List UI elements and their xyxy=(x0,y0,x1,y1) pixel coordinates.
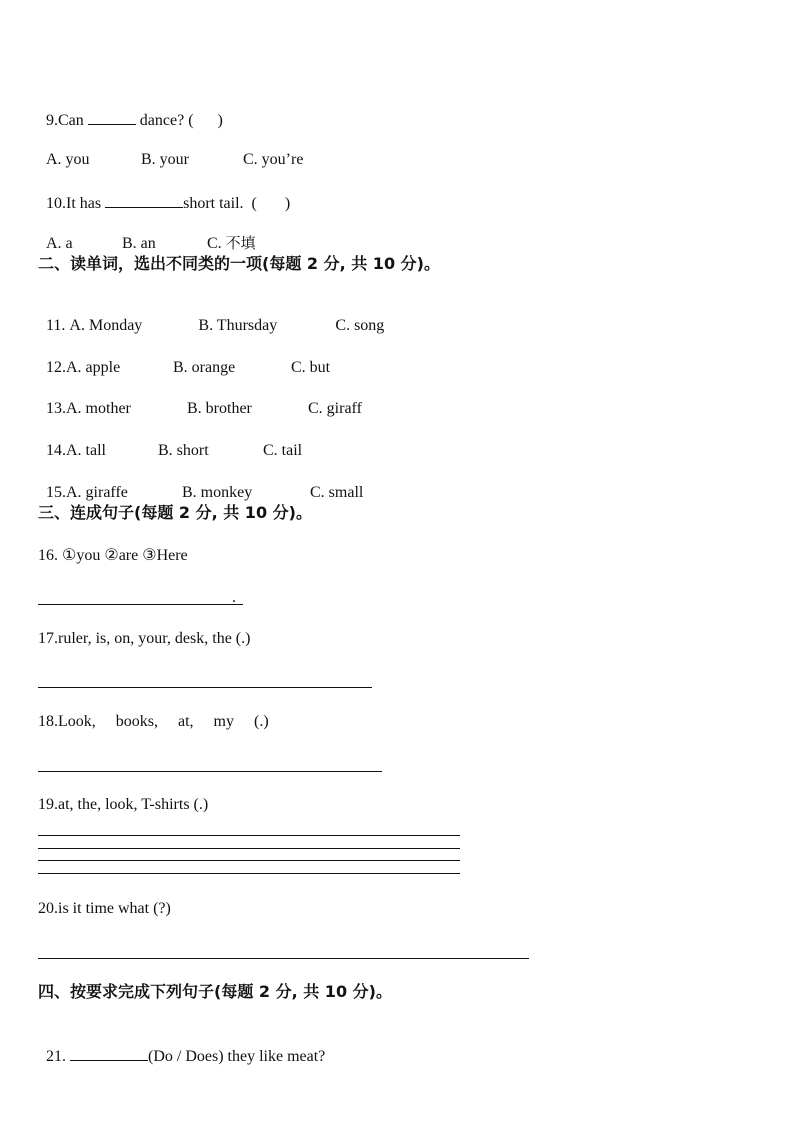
question-19: 19.at, the, look, T-shirts (.) xyxy=(38,796,209,813)
q15-number: 15. xyxy=(46,484,66,501)
q16-period: . xyxy=(232,589,236,606)
q11-option-a[interactable]: A. Monday xyxy=(69,317,143,334)
q19-answer-line-4[interactable] xyxy=(38,873,460,874)
q10-option-c-label: C. xyxy=(207,235,226,252)
q9-option-b[interactable]: B. your xyxy=(141,151,189,168)
question-14 xyxy=(38,421,302,461)
q10-option-b[interactable]: B. an xyxy=(122,235,156,252)
q12-option-b[interactable]: B. orange xyxy=(173,359,236,376)
question-21 xyxy=(38,1024,325,1067)
q20-answer-line[interactable] xyxy=(38,958,529,959)
question-11 xyxy=(38,296,384,336)
question-10 xyxy=(38,171,290,214)
q12-option-a[interactable]: A. apple xyxy=(66,359,121,376)
question-18: 18.Look, books, at, my (.) xyxy=(38,713,269,730)
q9-option-c[interactable]: C. you’re xyxy=(243,151,304,168)
q15-option-b[interactable]: B. monkey xyxy=(182,484,253,501)
q15-option-c[interactable]: C. small xyxy=(310,484,364,501)
section-2-heading: 二、读单词，选出不同类的一项(每题 2 分, 共 10 分)。 xyxy=(38,254,440,273)
q16-answer-line[interactable] xyxy=(38,604,243,605)
question-12 xyxy=(38,338,330,378)
q9-answer-blank[interactable] xyxy=(88,108,136,125)
question-16: 16. ①you ②are ③Here xyxy=(38,547,188,564)
q10-text-end: short tail. ( ) xyxy=(183,195,291,212)
question-20: 20.is it time what (?) xyxy=(38,900,171,917)
question-9 xyxy=(38,88,223,131)
q12-option-c[interactable]: C. but xyxy=(291,359,331,376)
q10-text-start: 10.It has xyxy=(46,195,106,212)
q11-option-c[interactable]: C. song xyxy=(335,317,385,334)
q12-number: 12. xyxy=(46,359,66,376)
q19-answer-line-1[interactable] xyxy=(38,835,460,836)
q13-option-c[interactable]: C. giraff xyxy=(308,400,362,417)
q9-option-a[interactable]: A. you xyxy=(46,151,90,168)
q9-text-end: dance? ( ) xyxy=(135,112,223,129)
q14-number: 14. xyxy=(46,442,66,459)
section-4-heading: 四、按要求完成下列句子(每题 2 分, 共 10 分)。 xyxy=(38,982,392,1001)
q14-option-c[interactable]: C. tail xyxy=(263,442,303,459)
section-3-heading: 三、连成句子(每题 2 分, 共 10 分)。 xyxy=(38,503,312,522)
q10-option-a[interactable]: A. a xyxy=(46,235,73,252)
q9-options xyxy=(38,130,303,170)
q17-answer-line[interactable] xyxy=(38,687,372,688)
q21-text: (Do / Does) they like meat? xyxy=(148,1048,326,1065)
q10-option-c[interactable] xyxy=(207,233,256,254)
q13-option-a[interactable]: A. mother xyxy=(66,400,131,417)
q11-option-b[interactable]: B. Thursday xyxy=(198,317,278,334)
q13-number: 13. xyxy=(46,400,66,417)
q10-options xyxy=(38,213,256,254)
q10-option-c-text: 不填 xyxy=(225,234,256,252)
q13-option-b[interactable]: B. brother xyxy=(187,400,252,417)
q21-number: 21. xyxy=(46,1048,70,1065)
q14-option-a[interactable]: A. tall xyxy=(66,442,106,459)
question-13 xyxy=(38,379,362,419)
q19-answer-line-2[interactable] xyxy=(38,848,460,849)
q15-option-a[interactable]: A. giraffe xyxy=(66,484,128,501)
q19-answer-line-3[interactable] xyxy=(38,860,460,861)
q18-answer-line[interactable] xyxy=(38,771,382,772)
question-17: 17.ruler, is, on, your, desk, the (.) xyxy=(38,630,251,647)
q21-answer-blank[interactable] xyxy=(70,1044,148,1061)
q14-option-b[interactable]: B. short xyxy=(158,442,209,459)
q10-answer-blank[interactable] xyxy=(105,191,183,208)
q9-text-start: 9.Can xyxy=(46,112,88,129)
question-15 xyxy=(38,463,363,503)
q11-number: 11. xyxy=(46,317,70,334)
